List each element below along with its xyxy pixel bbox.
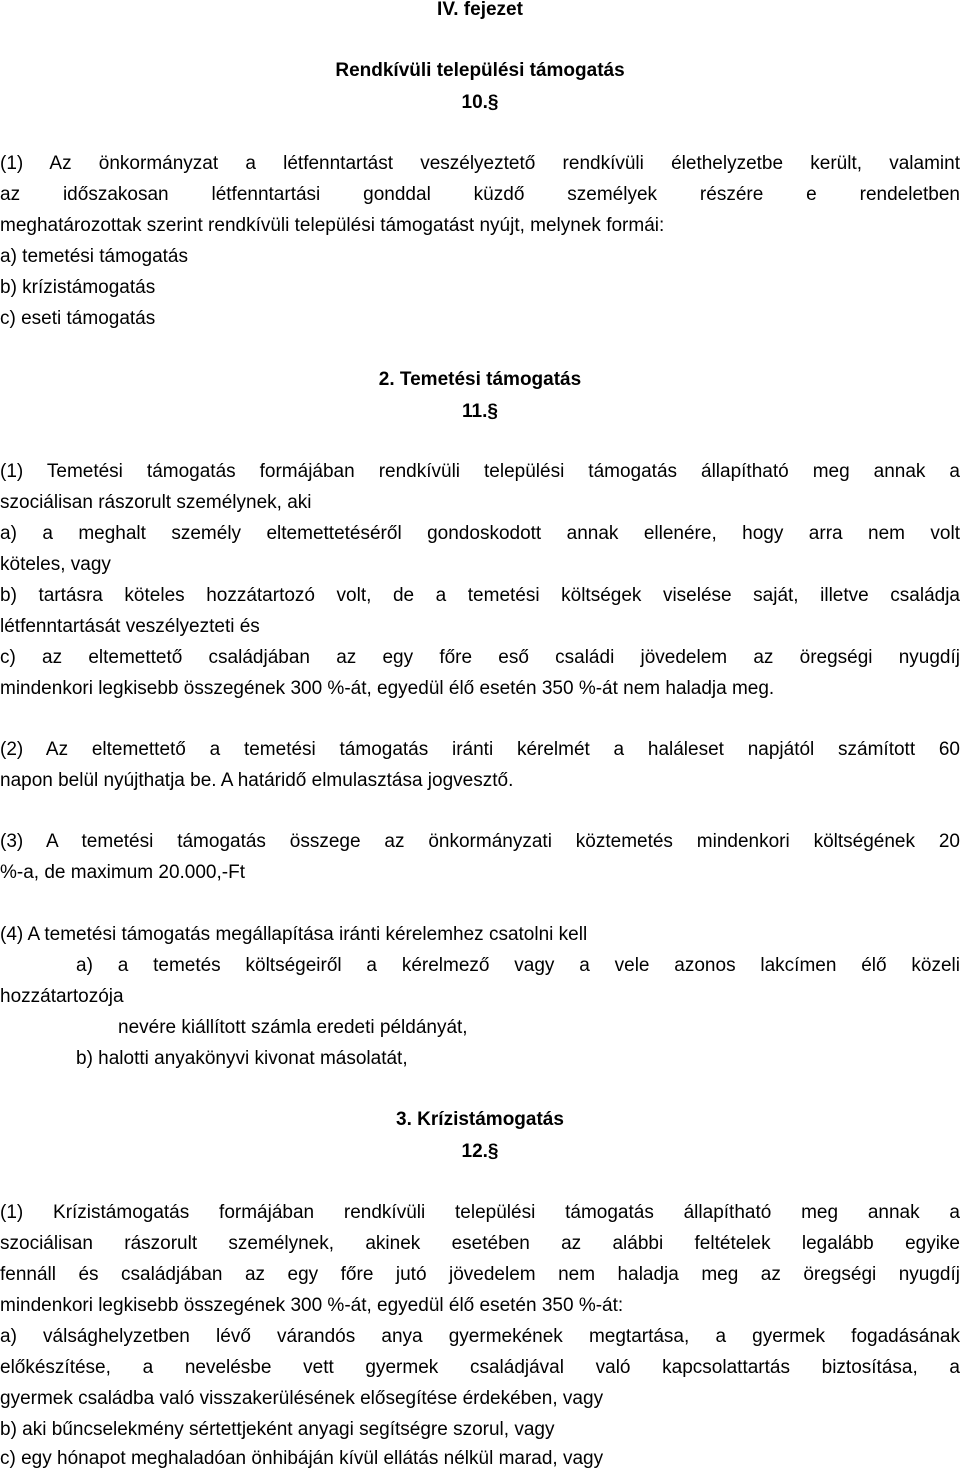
paragraph-line: mindenkori legkisebb összegének 300 %-át, egyedül élő esetén 350 %-át nem haladja meg. (0, 678, 775, 699)
paragraph-line: előkészítése, a nevelésbe vett gyermek családjával való kapcsolattartás biztosítása, a (0, 1357, 960, 1378)
paragraph-line: c) egy hónapot meghaladóan önhibáján kívül ellátás nélkül marad, vagy (0, 1448, 604, 1469)
list-item: c) eseti támogatás (0, 308, 156, 329)
page-title: Rendkívüli települési támogatás (335, 60, 625, 81)
paragraph-line: (3) A temetési támogatás összege az önkormányzati köztemetés mindenkori költségének 20 (0, 831, 960, 852)
paragraph-line: (2) Az eltemettető a temetési támogatás iránti kérelmét a haláleset napjától számított 60 (0, 739, 960, 760)
section-number-10: 10.§ (461, 92, 499, 113)
paragraph-line: (1) Temetési támogatás formájában rendkívüli települési támogatás állapítható meg annak a (0, 461, 960, 482)
paragraph-line: az időszakosan létfenntartási gonddal küzdő személyek részére e rendeletben (0, 184, 960, 205)
paragraph-line: mindenkori legkisebb összegének 300 %-át, egyedül élő esetén 350 %-át: (0, 1295, 624, 1316)
paragraph-line: fennáll és családjában az egy főre jutó jövedelem nem haladja meg az öregségi nyugdíj (0, 1264, 960, 1285)
paragraph-line: nevére kiállított számla eredeti példányát, (118, 1017, 468, 1038)
paragraph-line: c) az eltemettető családjában az egy főre eső családi jövedelem az öregségi nyugdíj (0, 647, 960, 668)
paragraph-line: köteles, vagy (0, 554, 111, 575)
paragraph-line: a) a meghalt személy eltemettetéséről gondoskodott annak ellenére, hogy arra nem volt (0, 523, 960, 544)
paragraph-line: (1) Az önkormányzat a létfenntartást veszélyeztető rendkívüli élethelyzetbe került, valamint (0, 153, 960, 174)
list-item: a) temetési támogatás (0, 246, 188, 267)
section-number-11: 11.§ (462, 401, 498, 422)
chapter-heading: IV. fejezet (437, 0, 523, 20)
paragraph-line: meghatározottak szerint rendkívüli települési támogatást nyújt, melynek formái: (0, 215, 665, 236)
section-heading-2: 2. Temetési támogatás (378, 369, 582, 390)
paragraph-line: b) aki bűncselekmény sértettjeként anyagi segítségre szorul, vagy (0, 1419, 555, 1440)
section-number-12: 12.§ (461, 1141, 499, 1162)
paragraph-line: (4) A temetési támogatás megállapítása iránti kérelemhez csatolni kell (0, 924, 588, 945)
paragraph-line: b) halotti anyakönyvi kivonat másolatát, (76, 1048, 408, 1069)
paragraph-line: %-a, de maximum 20.000,-Ft (0, 862, 245, 883)
paragraph-line: hozzátartozója (0, 986, 124, 1007)
paragraph-line: a) a temetés költségeiről a kérelmező vagy a vele azonos lakcímen élő közeli (76, 955, 960, 976)
paragraph-line: gyermek családba való visszakerülésének elősegítése érdekében, vagy (0, 1388, 604, 1409)
section-heading-3: 3. Krízistámogatás (396, 1109, 564, 1130)
paragraph-line: szociálisan rászorult személynek, akinek esetében az alábbi feltételek legalább egyike (0, 1233, 960, 1254)
paragraph-line: szociálisan rászorult személynek, aki (0, 492, 312, 513)
list-item: b) krízistámogatás (0, 277, 156, 298)
paragraph-line: b) tartásra köteles hozzátartozó volt, de a temetési költségek viselése saját, illetve családja (0, 585, 960, 606)
paragraph-line: (1) Krízistámogatás formájában rendkívüli települési támogatás állapítható meg annak a (0, 1202, 960, 1223)
paragraph-line: napon belül nyújthatja be. A határidő elmulasztása jogvesztő. (0, 770, 514, 791)
paragraph-line: létfenntartását veszélyezteti és (0, 616, 260, 637)
paragraph-line: a) válsághelyzetben lévő várandós anya gyermekének megtartása, a gyermek fogadásának (0, 1326, 960, 1347)
